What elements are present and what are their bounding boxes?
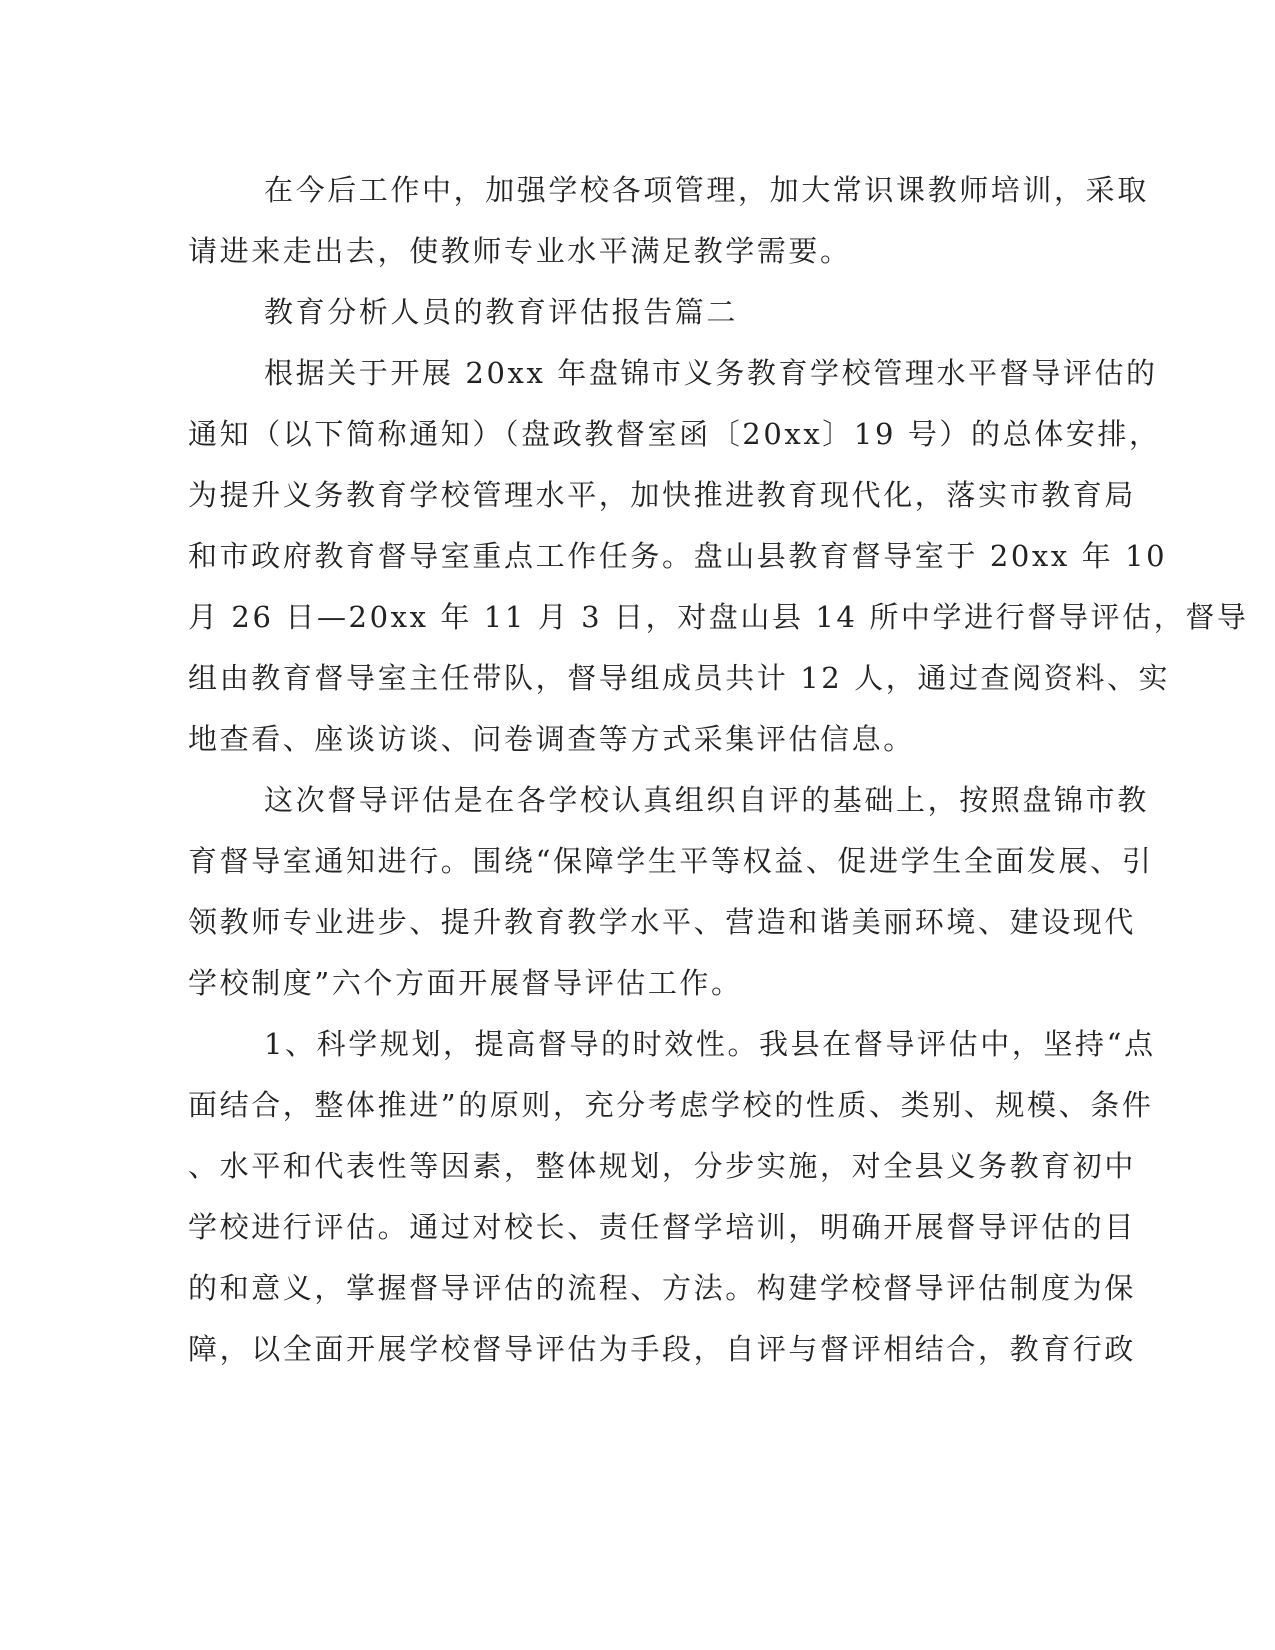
paragraph-2-line-4: 和市政府教育督导室重点工作任务。盘山县教育督导室于 20xx 年 10 [188,539,1168,573]
document-body [188,160,1249,1380]
paragraph-4-line-1: 1、科学规划，提高督导的时效性。我县在督导评估中，坚持“点 [264,1027,1156,1061]
paragraph-2-line-7: 地查看、座谈访谈、问卷调查等方式采集评估信息。 [188,722,915,756]
paragraph-2-line-6: 组由教育督导室主任带队，督导组成员共计 12 人，通过查阅资料、实 [188,661,1171,695]
paragraph-3-line-3: 领教师专业进步、提升教育教学水平、营造和谐美丽环境、建设现代 [188,905,1137,939]
paragraph-4-line-2: 面结合，整体推进”的原则，充分考虑学校的性质、类别、规模、条件 [188,1088,1154,1122]
paragraph-3-line-4: 学校制度”六个方面开展督导评估工作。 [188,966,743,1000]
paragraph-4-line-6: 障，以全面开展学校督导评估为手段，自评与督评相结合，教育行政 [188,1332,1137,1366]
paragraph-2-line-2: 通知（以下简称通知）（盘政教督室函〔20xx〕19 号）的总体安排， [188,417,1161,451]
paragraph-3-line-2: 育督导室通知进行。围绕“保障学生平等权益、促进学生全面发展、引 [188,844,1154,878]
paragraph-4-line-5: 的和意义，掌握督导评估的流程、方法。构建学校督导评估制度为保 [188,1271,1137,1305]
paragraph-4-line-3: 、水平和代表性等因素，整体规划，分步实施，对全县义务教育初中 [188,1149,1137,1183]
section-heading: 教育分析人员的教育评估报告篇二 [264,295,739,329]
paragraph-2-line-3: 为提升义务教育学校管理水平，加快推进教育现代化，落实市教育局 [188,478,1137,512]
paragraph-2-line-5: 月 26 日—20xx 年 11 月 3 日，对盘山县 14 所中学进行督导评估，督导 [188,600,1249,634]
paragraph-4-line-4: 学校进行评估。通过对校长、责任督学培训，明确开展督导评估的目 [188,1210,1137,1244]
paragraph-3-line-1: 这次督导评估是在各学校认真组织自评的基础上，按照盘锦市教 [264,783,1149,817]
paragraph-2-line-1: 根据关于开展 20xx 年盘锦市义务教育学校管理水平督导评估的 [264,356,1158,390]
paragraph-1-line-1: 在今后工作中，加强学校各项管理，加大常识课教师培训，采取 [264,173,1149,207]
paragraph-1-line-2: 请进来走出去，使教师专业水平满足教学需要。 [188,234,852,268]
